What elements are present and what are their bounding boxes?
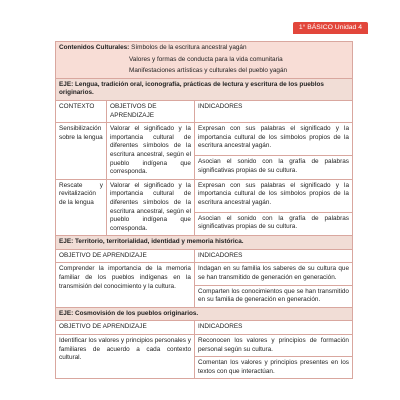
column-header: CONTEXTO [56, 100, 107, 122]
objetivo-cell: Valorar el significado y la importancia cultural de diferentes símbolos de la escritura ancestral, según el pueblo indígena que corresponda. [107, 179, 195, 236]
column-header: INDICADORES [195, 249, 353, 263]
indicador-cell: Expresan con sus palabras el significado y la importancia cultural de los símbolos propios de la escritura ancestral yagán. [195, 179, 353, 212]
table-row [56, 263, 353, 285]
column-header-row [56, 321, 353, 335]
table-row [56, 179, 353, 212]
indicador-cell: Asocian el sonido con la grafía de palabras significativas propias de su cultura. [195, 212, 353, 236]
indicador-cell: Asocian el sonido con la grafía de palabras significativas propias de su cultura. [195, 156, 353, 180]
column-header: OBJETIVO DE APRENDIZAJE [56, 321, 195, 335]
top-bar [0, 0, 400, 14]
contexto-cell: Sensibilización sobre la lengua [56, 123, 107, 180]
curriculum-table [55, 41, 353, 379]
table-row [56, 123, 353, 156]
eje-title: EJE: Cosmovisión de los pueblos originarios. [56, 307, 353, 321]
eje-title: EJE: Territorio, territorialidad, identidad y memoria histórica. [56, 236, 353, 250]
column-header: OBJETIVOS DE APRENDIZAJE [107, 100, 195, 122]
objetivo-cell: Valorar el significado y la importancia cultural de diferentes símbolos de la escritura ancestral, según el pueblo indígena que corresponda. [107, 123, 195, 180]
indicador-cell: Expresan con sus palabras el significado y la importancia cultural de los símbolos propios de la escritura ancestral yagán. [195, 123, 353, 156]
indicador-cell: Comparten los conocimientos que se han transmitido en su familia de generación en generación. [195, 285, 353, 307]
contenido-item: Valores y formas de conducta para la vida comunitaria [129, 55, 283, 63]
column-header-row [56, 100, 353, 122]
objetivo-cell: Comprender la importancia de la memoria familiar de los pueblos indígenas en la transmisión del conocimiento y la cultura. [56, 263, 195, 307]
column-header: INDICADORES [195, 100, 353, 122]
contenido-item: Manifestaciones artísticas y culturales del pueblo yagán [129, 67, 288, 75]
contenidos-label: Contenidos Culturales: [59, 44, 130, 51]
indicador-cell: Comentan los valores y principios presentes en los textos con que interactúan. [195, 357, 353, 379]
contexto-cell: Rescate y revitalización de la lengua [56, 179, 107, 236]
column-header-row [56, 249, 353, 263]
indicador-cell: Reconocen los valores y principios de formación personal según su cultura. [195, 335, 353, 357]
contenidos-row [56, 42, 353, 79]
column-header: INDICADORES [195, 321, 353, 335]
indicador-cell: Indagan en su familia los saberes de su cultura que se han transmitido de generación en generación. [195, 263, 353, 285]
eje-header-row [56, 236, 353, 250]
eje-header-row [56, 307, 353, 321]
unit-badge: 1° BÁSICO Unidad 4 [293, 22, 368, 34]
contenidos-cell [56, 42, 353, 79]
eje-header-row [56, 78, 353, 100]
objetivo-cell: Identificar los valores y principios personales y familiares de acuerdo a cada contexto cultural. [56, 335, 195, 379]
column-header: OBJETIVO DE APRENDIZAJE [56, 249, 195, 263]
table-row [56, 335, 353, 357]
eje-title: EJE: Lengua, tradición oral, iconografía, prácticas de lectura y escritura de los pueblos originarios. [56, 78, 353, 100]
contenido-item: Símbolos de la escritura ancestral yagán [131, 44, 247, 51]
